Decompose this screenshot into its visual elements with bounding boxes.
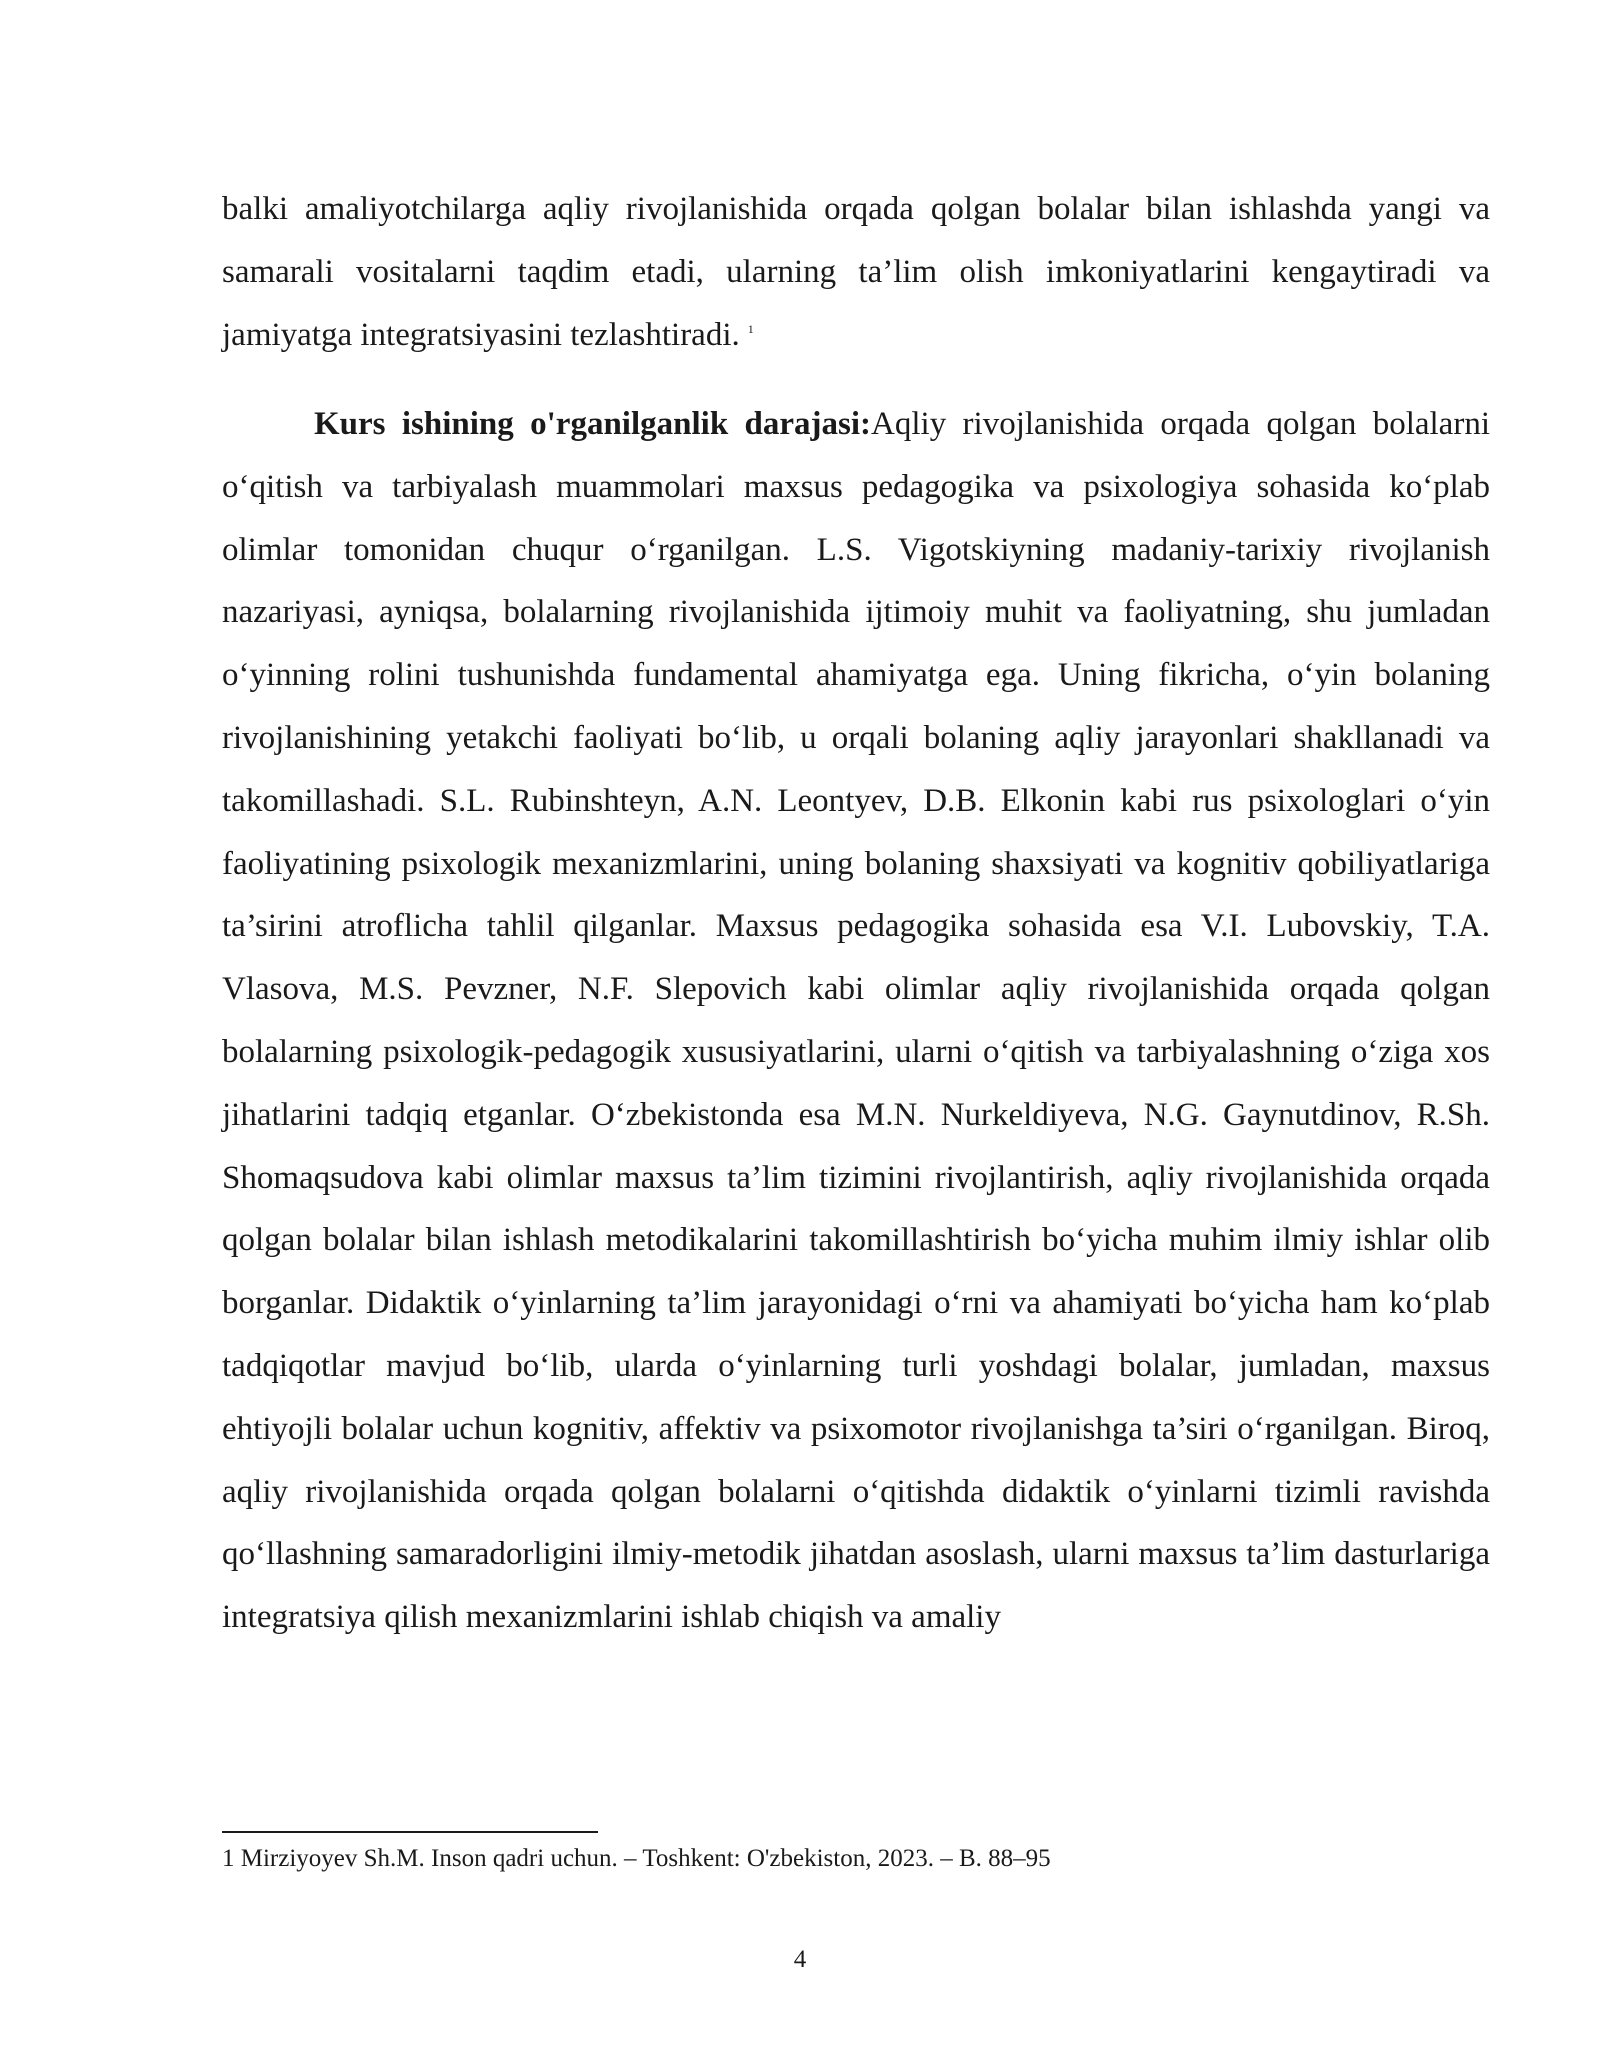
footnote-text: Mirziyoyev Sh.M. Inson qadri uchun. – Toshkent: O'zbekiston, 2023. – B. 88–95 [240, 1845, 1051, 1872]
footnote [222, 1843, 1422, 1875]
paragraph-1-text: balki amaliyotchilarga aqliy rivojlanishida orqada qolgan bolalar bilan ishlashda yangi va samarali vositalarni taqdim etadi, ularning ta’lim olish imkoniyatlarini kengaytiradi va jamiyatga integratsiyasini tezlashtiradi. [222, 191, 1490, 353]
page-number: 4 [793, 1946, 807, 1973]
body-paragraph-2 [222, 393, 1490, 1649]
section-heading: Kurs ishining o'rganilganlik darajasi: [314, 406, 872, 442]
footnote-separator [222, 1831, 598, 1833]
footnote-reference: 1 [747, 321, 754, 336]
body-paragraph-1 [222, 178, 1490, 366]
paragraph-2-text: Aqliy rivojlanishida orqada qolgan bolalarni o‘qitish va tarbiyalash muammolari maxsus pedagogika va psixologiya sohasida ko‘plab olimlar tomonidan chuqur o‘rganilgan. L.S. Vigotskiyning madaniy-tarixiy rivojlanish nazariyasi, ayniqsa, bolalarning rivojlanishida ijtimoiy muhit va faoliyatning, shu jumladan o‘yinning rolini tushunishda fundamental ahamiyatga ega. Uning fikricha, o‘yin bolaning rivojlanishining yetakchi faoliyati bo‘lib, u orqali bolaning aqliy jarayonlari shakllanadi va takomillashadi. S.L. Rubinshteyn, A.N. Leontyev, D.B. Elkonin kabi rus psixologlari o‘yin faoliyatining psixologik mexanizmlarini, uning bolaning shaxsiyati va kognitiv qobiliyatlariga ta’sirini atroflicha tahlil qilganlar. Maxsus pedagogika sohasida esa V.I. Lubovskiy, T.A. Vlasova, M.S. Pevzner, N.F. Slepovich kabi olimlar aqliy rivojlanishida orqada qolgan bolalarning psixologik-pedagogik xususiyatlarini, ularni o‘qitish va tarbiyalashning o‘ziga xos jihatlarini tadqiq etganlar. O‘zbekistonda esa M.N. Nurkeldiyeva, N.G. Gaynutdinov, R.Sh. Shomaqsudova kabi olimlar maxsus ta’lim tizimini rivojlantirish, aqliy rivojlanishida orqada qolgan bolalar bilan ishlash metodikalarini takomillashtirish bo‘yicha muhim ilmiy ishlar olib borganlar. Didaktik o‘yinlarning ta’lim jarayonidagi o‘rni va ahamiyati bo‘yicha ham ko‘plab tadqiqotlar mavjud bo‘lib, ularda o‘yinlarning turli yoshdagi bolalar, jumladan, maxsus ehtiyojli bolalar uchun kognitiv, affektiv va psixomotor rivojlanishga ta’siri o‘rganilgan. Biroq, aqliy rivojlanishida orqada qolgan bolalarni o‘qitishda didaktik o‘yinlarni tizimli ravishda qo‘llashning samaradorligini ilmiy-metodik jihatdan asoslash, ularni maxsus ta’lim dasturlariga integratsiya qilish mexanizmlarini ishlab chiqish va amaliy [222, 406, 1490, 1636]
footnote-number: 1 [222, 1845, 235, 1872]
